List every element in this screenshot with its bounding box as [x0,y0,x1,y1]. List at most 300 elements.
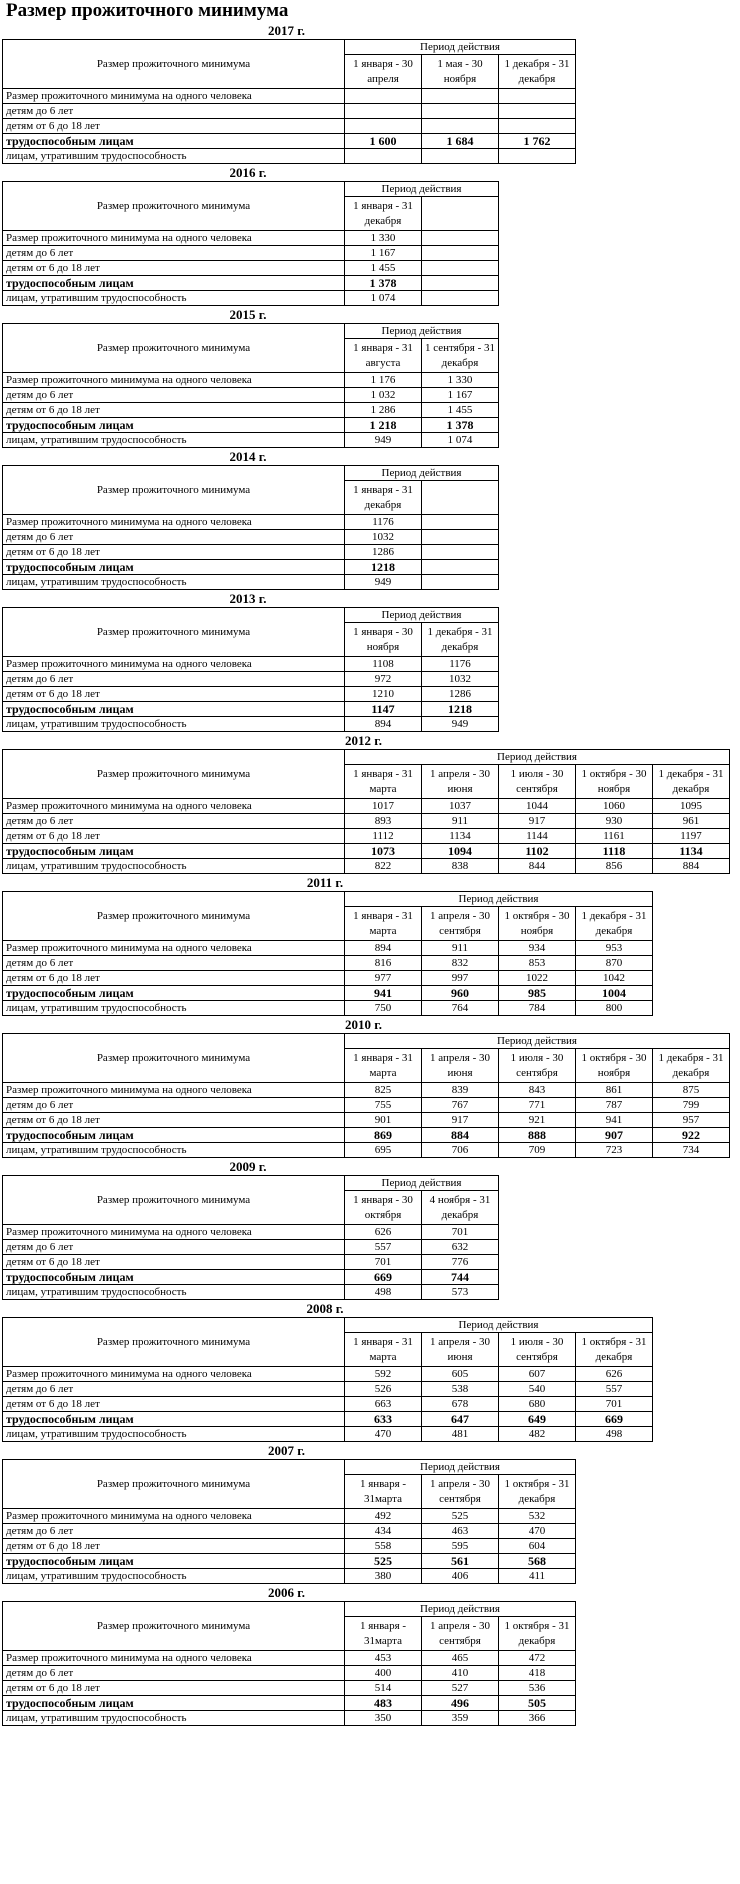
year-section [0,1016,740,1158]
table-header-label: Размер прожиточного минимума [3,1034,345,1083]
value-cell: 1032 [345,530,422,545]
page-title: Размер прожиточного минимума [6,0,289,21]
value-cell: 884 [653,859,730,874]
row-label: детям до 6 лет [3,1524,345,1539]
value-cell: 921 [499,1113,576,1128]
value-cell: 514 [345,1681,422,1696]
value-cell: 771 [499,1098,576,1113]
row-label: трудоспособным лицам [3,844,345,859]
value-cell: 678 [422,1397,499,1412]
value-cell: 663 [345,1397,422,1412]
period-column-header: 4 ноября - 31 декабря [422,1191,499,1225]
value-cell: 1037 [422,799,499,814]
table-row [3,545,499,560]
subsistence-table [2,465,499,590]
year-section [0,1442,740,1584]
value-cell: 949 [345,433,422,448]
period-column-header: 1 января - 31марта [345,1475,422,1509]
table-row [3,1255,499,1270]
value-cell: 706 [422,1143,499,1158]
table-row [3,1001,653,1016]
table-row [3,717,499,732]
value-cell: 605 [422,1367,499,1382]
year-section [0,590,740,732]
period-column-header: 1 сентября - 31 декабря [422,339,499,373]
subsistence-table [2,1601,576,1726]
row-label: лицам, утратившим трудоспособность [3,1143,345,1158]
value-cell [422,104,499,119]
period-column-header: 1 января - 31 августа [345,339,422,373]
value-cell: 1 455 [422,403,499,418]
year-section [0,22,740,164]
value-cell [499,149,576,164]
value-cell: 1286 [345,545,422,560]
table-header-label: Размер прожиточного минимума [3,1602,345,1651]
period-header: Период действия [345,750,730,765]
value-cell: 1 330 [345,231,422,246]
row-label: Размер прожиточного минимума на одного человека [3,1225,345,1240]
value-cell: 941 [576,1113,653,1128]
value-cell: 767 [422,1098,499,1113]
value-cell: 1 032 [345,388,422,403]
period-column-header: 1 января - 30 апреля [345,55,422,89]
table-header-label: Размер прожиточного минимума [3,608,345,657]
table-row [3,1382,653,1397]
value-cell: 949 [345,575,422,590]
row-label: Размер прожиточного минимума на одного человека [3,799,345,814]
value-cell: 1 176 [345,373,422,388]
value-cell [499,104,576,119]
year-heading: 2017 г. [268,23,305,38]
table-row [3,373,499,388]
period-column-header: 1 декабря - 31 декабря [576,907,653,941]
table-row [3,515,499,530]
value-cell: 481 [422,1427,499,1442]
row-label: детям до 6 лет [3,104,345,119]
value-cell [422,575,499,590]
table-row [3,1083,730,1098]
row-label: Размер прожиточного минимума на одного человека [3,1651,345,1666]
value-cell [345,104,422,119]
value-cell: 1017 [345,799,422,814]
value-cell: 1147 [345,702,422,717]
subsistence-table [2,1317,653,1442]
value-cell: 695 [345,1143,422,1158]
value-cell: 787 [576,1098,653,1113]
row-label: Размер прожиточного минимума на одного человека [3,89,345,104]
table-row [3,1569,576,1584]
row-label: детям от 6 до 18 лет [3,687,345,702]
year-heading: 2014 г. [229,449,267,464]
value-cell: 525 [345,1554,422,1569]
period-column-header: 1 января - 31 марта [345,765,422,799]
row-label: детям от 6 до 18 лет [3,1681,345,1696]
value-cell: 1 378 [345,276,422,291]
period-column-header: 1 мая - 30 ноября [422,55,499,89]
table-row [3,575,499,590]
value-cell: 907 [576,1128,653,1143]
period-column-header: 1 декабря - 31 декабря [499,55,576,89]
period-header: Период действия [345,608,499,623]
row-label: Размер прожиточного минимума на одного человека [3,231,345,246]
value-cell: 1 286 [345,403,422,418]
period-column-header: 1 декабря - 31 декабря [653,1049,730,1083]
row-label: трудоспособным лицам [3,418,345,433]
value-cell: 961 [653,814,730,829]
table-row [3,829,730,844]
value-cell: 1 074 [345,291,422,306]
value-cell: 418 [499,1666,576,1681]
value-cell: 1 684 [422,134,499,149]
value-cell: 894 [345,717,422,732]
value-cell: 953 [576,941,653,956]
row-label: трудоспособным лицам [3,276,345,291]
row-label: трудоспособным лицам [3,560,345,575]
row-label: Размер прожиточного минимума на одного человека [3,1367,345,1382]
value-cell: 463 [422,1524,499,1539]
value-cell: 869 [345,1128,422,1143]
value-cell: 453 [345,1651,422,1666]
value-cell [345,119,422,134]
table-row [3,1539,576,1554]
year-heading: 2016 г. [229,165,267,180]
value-cell: 568 [499,1554,576,1569]
row-label: лицам, утратившим трудоспособность [3,1427,345,1442]
period-column-header: 1 января - 31 марта [345,1333,422,1367]
value-cell: 888 [499,1128,576,1143]
year-heading: 2013 г. [229,591,267,606]
period-header: Период действия [345,324,499,339]
value-cell: 822 [345,859,422,874]
value-cell: 498 [345,1285,422,1300]
table-row [3,1270,499,1285]
period-column-header: 1 декабря - 31 декабря [422,623,499,657]
row-label: детям от 6 до 18 лет [3,829,345,844]
row-label: лицам, утратившим трудоспособность [3,1285,345,1300]
value-cell: 482 [499,1427,576,1442]
table-row [3,986,653,1001]
value-cell: 366 [499,1711,576,1726]
value-cell: 573 [422,1285,499,1300]
row-label: Размер прожиточного минимума на одного человека [3,941,345,956]
table-row [3,799,730,814]
table-row [3,149,576,164]
value-cell: 1 167 [345,246,422,261]
period-header: Период действия [345,1318,653,1333]
table-row [3,859,730,874]
value-cell: 1197 [653,829,730,844]
table-row [3,119,576,134]
year-heading: 2015 г. [229,307,267,322]
value-cell: 709 [499,1143,576,1158]
period-column-header: 1 декабря - 31 декабря [653,765,730,799]
value-cell: 1218 [422,702,499,717]
value-cell: 800 [576,1001,653,1016]
value-cell: 1 455 [345,261,422,276]
table-header-label: Размер прожиточного минимума [3,182,345,231]
value-cell: 838 [422,859,499,874]
value-cell: 784 [499,1001,576,1016]
table-row [3,1128,730,1143]
value-cell [422,149,499,164]
table-row [3,657,499,672]
table-row [3,560,499,575]
value-cell: 911 [422,941,499,956]
value-cell: 604 [499,1539,576,1554]
value-cell: 843 [499,1083,576,1098]
year-section [0,306,740,448]
value-cell: 1073 [345,844,422,859]
year-heading: 2012 г. [345,733,382,748]
value-cell: 1060 [576,799,653,814]
value-cell: 1032 [422,672,499,687]
year-section [0,874,740,1016]
table-row [3,1696,576,1711]
row-label: трудоспособным лицам [3,1554,345,1569]
value-cell: 930 [576,814,653,829]
value-cell [422,89,499,104]
row-label: детям от 6 до 18 лет [3,545,345,560]
row-label: детям от 6 до 18 лет [3,971,345,986]
value-cell: 1095 [653,799,730,814]
period-column-header: 1 июля - 30 сентября [499,1049,576,1083]
row-label: Размер прожиточного минимума на одного человека [3,373,345,388]
value-cell [422,119,499,134]
value-cell: 1102 [499,844,576,859]
row-label: детям до 6 лет [3,246,345,261]
row-label: лицам, утратившим трудоспособность [3,291,345,306]
period-column-header: 1 апреля - 30 сентября [422,907,499,941]
row-label: Размер прожиточного минимума на одного человека [3,657,345,672]
value-cell: 893 [345,814,422,829]
table-row [3,388,499,403]
value-cell [422,231,499,246]
value-cell: 558 [345,1539,422,1554]
value-cell: 856 [576,859,653,874]
value-cell: 701 [576,1397,653,1412]
row-label: детям до 6 лет [3,530,345,545]
table-row [3,844,730,859]
row-label: детям от 6 до 18 лет [3,1397,345,1412]
value-cell [422,261,499,276]
row-label: лицам, утратившим трудоспособность [3,575,345,590]
value-cell: 870 [576,956,653,971]
value-cell: 977 [345,971,422,986]
value-cell: 1108 [345,657,422,672]
table-row [3,1240,499,1255]
subsistence-table [2,749,730,874]
value-cell: 949 [422,717,499,732]
value-cell: 561 [422,1554,499,1569]
period-column-header: 1 октября - 31 декабря [576,1333,653,1367]
value-cell: 764 [422,1001,499,1016]
subsistence-table [2,181,499,306]
value-cell: 536 [499,1681,576,1696]
row-label: лицам, утратившим трудоспособность [3,149,345,164]
table-row [3,1681,576,1696]
table-row [3,1225,499,1240]
period-column-header: 1 апреля - 30 июня [422,1333,499,1367]
table-header-label: Размер прожиточного минимума [3,1318,345,1367]
table-row [3,1524,576,1539]
value-cell: 1134 [653,844,730,859]
table-row [3,1143,730,1158]
value-cell [345,149,422,164]
row-label: лицам, утратившим трудоспособность [3,1569,345,1584]
value-cell: 400 [345,1666,422,1681]
value-cell: 701 [422,1225,499,1240]
row-label: трудоспособным лицам [3,702,345,717]
period-column-header: 1 июля - 30 сентября [499,1333,576,1367]
table-row [3,403,499,418]
row-label: трудоспособным лицам [3,986,345,1001]
table-header-label: Размер прожиточного минимума [3,1176,345,1225]
subsistence-table [2,891,653,1016]
table-row [3,1412,653,1427]
value-cell: 917 [422,1113,499,1128]
row-label: Размер прожиточного минимума на одного человека [3,1083,345,1098]
value-cell: 359 [422,1711,499,1726]
value-cell: 525 [422,1509,499,1524]
row-label: детям до 6 лет [3,388,345,403]
table-row [3,231,499,246]
table-row [3,672,499,687]
subsistence-table [2,1033,730,1158]
value-cell [422,545,499,560]
period-header: Период действия [345,466,499,481]
row-label: лицам, утратившим трудоспособность [3,433,345,448]
period-header: Период действия [345,1602,576,1617]
table-row [3,1666,576,1681]
value-cell: 1286 [422,687,499,702]
value-cell: 647 [422,1412,499,1427]
row-label: лицам, утратившим трудоспособность [3,717,345,732]
value-cell: 1042 [576,971,653,986]
value-cell: 755 [345,1098,422,1113]
value-cell: 1022 [499,971,576,986]
period-column-header: 1 января - 31 марта [345,1049,422,1083]
value-cell: 1 218 [345,418,422,433]
table-row [3,956,653,971]
value-cell: 1044 [499,799,576,814]
value-cell: 839 [422,1083,499,1098]
value-cell [422,291,499,306]
value-cell: 540 [499,1382,576,1397]
table-row [3,134,576,149]
period-column-header: 1 июля - 30 сентября [499,765,576,799]
value-cell: 901 [345,1113,422,1128]
table-row [3,1397,653,1412]
value-cell: 434 [345,1524,422,1539]
year-section [0,1158,740,1300]
period-column-header: 1 января - 31 декабря [345,197,422,231]
table-header-label: Размер прожиточного минимума [3,750,345,799]
value-cell: 960 [422,986,499,1001]
table-header-label: Размер прожиточного минимума [3,1460,345,1509]
value-cell: 411 [499,1569,576,1584]
value-cell: 1004 [576,986,653,1001]
row-label: детям до 6 лет [3,672,345,687]
table-row [3,89,576,104]
row-label: детям до 6 лет [3,1098,345,1113]
value-cell: 350 [345,1711,422,1726]
value-cell: 985 [499,986,576,1001]
value-cell: 532 [499,1509,576,1524]
subsistence-table [2,1459,576,1584]
table-row [3,418,499,433]
period-column-header: 1 октября - 30 ноября [499,907,576,941]
value-cell [499,119,576,134]
value-cell: 1 167 [422,388,499,403]
period-column-header: 1 октября - 30 ноября [576,1049,653,1083]
value-cell: 875 [653,1083,730,1098]
table-row [3,1113,730,1128]
row-label: детям до 6 лет [3,1666,345,1681]
value-cell: 776 [422,1255,499,1270]
table-row [3,1427,653,1442]
row-label: лицам, утратившим трудоспособность [3,1711,345,1726]
value-cell: 527 [422,1681,499,1696]
value-cell: 633 [345,1412,422,1427]
period-column-header: 1 января - 31 декабря [345,481,422,515]
value-cell [499,89,576,104]
value-cell: 557 [576,1382,653,1397]
value-cell: 592 [345,1367,422,1382]
row-label: детям от 6 до 18 лет [3,1539,345,1554]
period-column-header: 1 апреля - 30 сентября [422,1475,499,1509]
value-cell: 1094 [422,844,499,859]
year-heading: 2009 г. [229,1159,267,1174]
row-label: трудоспособным лицам [3,134,345,149]
year-section [0,1584,740,1726]
value-cell: 680 [499,1397,576,1412]
table-row [3,687,499,702]
table-row [3,1098,730,1113]
value-cell: 972 [345,672,422,687]
table-row [3,291,499,306]
value-cell: 595 [422,1539,499,1554]
value-cell: 997 [422,971,499,986]
value-cell: 1 074 [422,433,499,448]
row-label: трудоспособным лицам [3,1412,345,1427]
year-heading: 2010 г. [345,1017,382,1032]
table-row [3,1367,653,1382]
period-column-header: 1 января - 31 марта [345,907,422,941]
year-sections [0,22,740,1726]
value-cell: 1210 [345,687,422,702]
value-cell [422,530,499,545]
value-cell: 1176 [422,657,499,672]
subsistence-table [2,1175,499,1300]
table-row [3,104,576,119]
value-cell: 1176 [345,515,422,530]
table-header-label: Размер прожиточного минимума [3,892,345,941]
value-cell: 1134 [422,829,499,844]
year-heading: 2006 г. [268,1585,305,1600]
table-row [3,702,499,717]
table-row [3,1509,576,1524]
value-cell: 799 [653,1098,730,1113]
table-row [3,941,653,956]
row-label: трудоспособным лицам [3,1696,345,1711]
value-cell: 734 [653,1143,730,1158]
value-cell: 884 [422,1128,499,1143]
value-cell: 934 [499,941,576,956]
value-cell: 911 [422,814,499,829]
table-row [3,246,499,261]
row-label: лицам, утратившим трудоспособность [3,1001,345,1016]
period-column-header: 1 января - 30 ноября [345,623,422,657]
